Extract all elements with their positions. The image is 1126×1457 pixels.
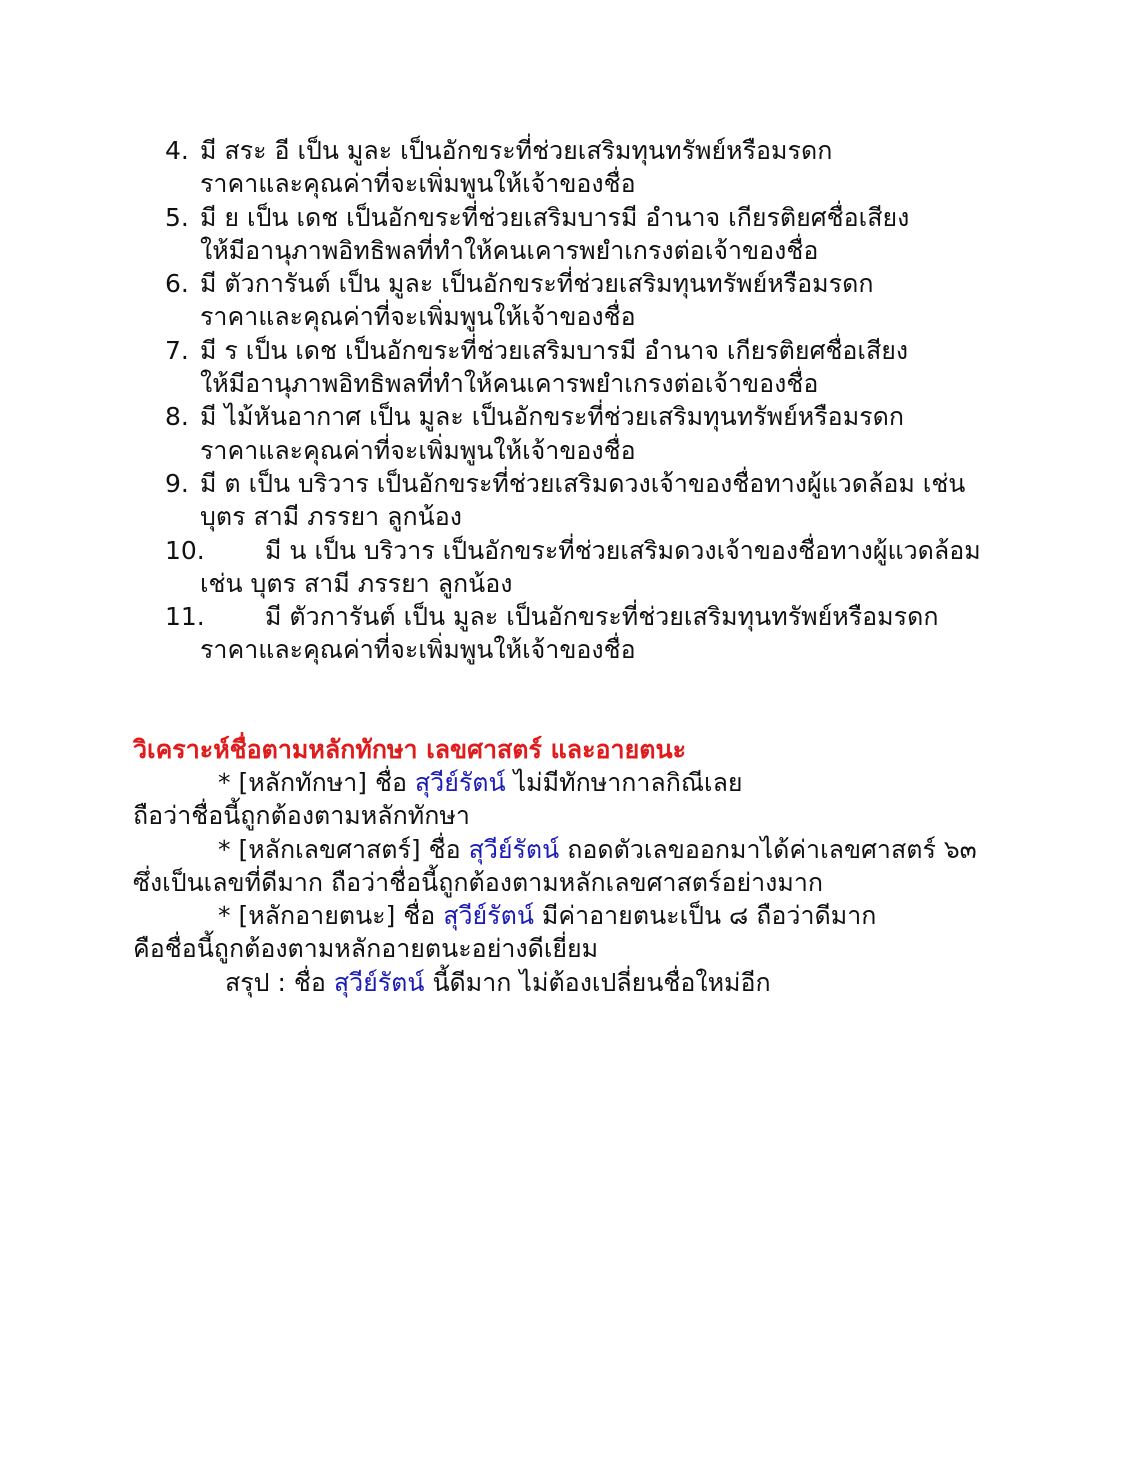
summary-line (133, 966, 1033, 999)
item-line-continued: บุตร สามี ภรรยา ลูกน้อง (200, 502, 462, 532)
ayatana-label: * [หลักอายตนะ] ชื่อ (218, 901, 436, 931)
list-item (165, 400, 1065, 467)
list-item (165, 134, 1065, 201)
numerology-result: ถอดตัวเลขออกมาได้ค่าเลขศาสตร์ ๖๓ (567, 834, 977, 864)
taksa-label: * [หลักทักษา] ชื่อ (218, 768, 407, 797)
item-line: มี ร เป็น เดช เป็นอักขระที่ช่วยเสริมบารมี อำนาจ เกียรติยศชื่อเสียง (200, 335, 909, 365)
item-line: มี ย เป็น เดช เป็นอักขระที่ช่วยเสริมบารมี อำนาจ เกียรติยศชื่อเสียง (200, 202, 910, 232)
item-line-continued: ราคาและคุณค่าที่จะเพิ่มพูนให้เจ้าของชื่อ (200, 435, 636, 465)
numerology-line (133, 833, 1033, 866)
item-number: 11. (165, 602, 205, 632)
item-line: มี ไม้หันอากาศ เป็น มูละ เป็นอักขระที่ช่วยเสริมทุนทรัพย์หรือมรดก (200, 402, 904, 432)
name-analysis-section (133, 733, 1033, 999)
analyzed-name: สุวีย์รัตน์ (468, 834, 560, 864)
list-item (165, 334, 1065, 401)
taksa-result: ไม่มีทักษากาลกิณีเลย (513, 768, 743, 797)
item-line: มี สระ อี เป็น มูละ เป็นอักขระที่ช่วยเสริมทุนทรัพย์หรือมรดก (200, 136, 833, 165)
numerology-label: * [หลักเลขศาสตร์] ชื่อ (218, 834, 461, 864)
list-item (165, 600, 1065, 667)
item-line-continued: ราคาและคุณค่าที่จะเพิ่มพูนให้เจ้าของชื่อ (200, 302, 636, 332)
taksa-line (133, 766, 1033, 799)
item-line: มี ตัวการันต์ เป็น มูละ เป็นอักขระที่ช่วยเสริมทุนทรัพย์หรือมรดก (265, 602, 939, 632)
item-line-continued: ให้มีอานุภาพอิทธิพลที่ทำให้คนเคารพยำเกรงต่อเจ้าของชื่อ (200, 235, 819, 265)
ayatana-conclusion: คือชื่อนี้ถูกต้องตามหลักอายตนะอย่างดีเยี่ยม (133, 934, 599, 964)
item-number: 9. (165, 468, 189, 498)
list-item (165, 267, 1065, 334)
item-number: 6. (165, 269, 189, 299)
list-item (165, 534, 1065, 601)
analyzed-name: สุวีย์รัตน์ (443, 901, 534, 931)
item-line: มี น เป็น บริวาร เป็นอักขระที่ช่วยเสริมดวงเจ้าของชื่อทางผู้แวดล้อม (265, 535, 981, 565)
item-number: 5. (165, 202, 189, 232)
item-number: 7. (165, 335, 189, 365)
summary-result: นี้ดีมาก ไม่ต้องเปลี่ยนชื่อใหม่อีก (432, 967, 771, 997)
list-item (165, 467, 1065, 534)
taksa-conclusion: ถือว่าชื่อนี้ถูกต้องตามหลักทักษา (133, 801, 470, 831)
analyzed-name: สุวีย์รัตน์ (414, 768, 506, 797)
item-line-continued: ราคาและคุณค่าที่จะเพิ่มพูนให้เจ้าของชื่อ (200, 169, 636, 199)
analysis-heading: วิเคราะห์ชื่อตามหลักทักษา เลขศาสตร์ และอายตนะ (133, 735, 686, 764)
list-item (165, 201, 1065, 268)
item-line: มี ตัวการันต์ เป็น มูละ เป็นอักขระที่ช่วยเสริมทุนทรัพย์หรือมรดก (200, 269, 874, 299)
analyzed-name: สุวีย์รัตน์ (333, 967, 425, 997)
ayatana-result: มีค่าอายตนะเป็น ๘ ถือว่าดีมาก (541, 901, 877, 931)
item-number: 10. (165, 535, 205, 565)
ayatana-line (133, 899, 1033, 932)
numerology-conclusion: ซึ่งเป็นเลขที่ดีมาก ถือว่าชื่อนี้ถูกต้องตามหลักเลขศาสตร์อย่างมาก (133, 867, 824, 897)
item-line-continued: เช่น บุตร สามี ภรรยา ลูกน้อง (200, 568, 513, 598)
item-line: มี ต เป็น บริวาร เป็นอักขระที่ช่วยเสริมดวงเจ้าของชื่อทางผู้แวดล้อม เช่น (200, 468, 966, 498)
item-line-continued: ราคาและคุณค่าที่จะเพิ่มพูนให้เจ้าของชื่อ (200, 635, 636, 665)
summary-label: สรุป : ชื่อ (225, 967, 326, 997)
attribute-list (165, 134, 1065, 667)
item-number: 8. (165, 402, 189, 432)
item-line-continued: ให้มีอานุภาพอิทธิพลที่ทำให้คนเคารพยำเกรงต่อเจ้าของชื่อ (200, 369, 819, 399)
item-number: 4. (165, 136, 189, 165)
